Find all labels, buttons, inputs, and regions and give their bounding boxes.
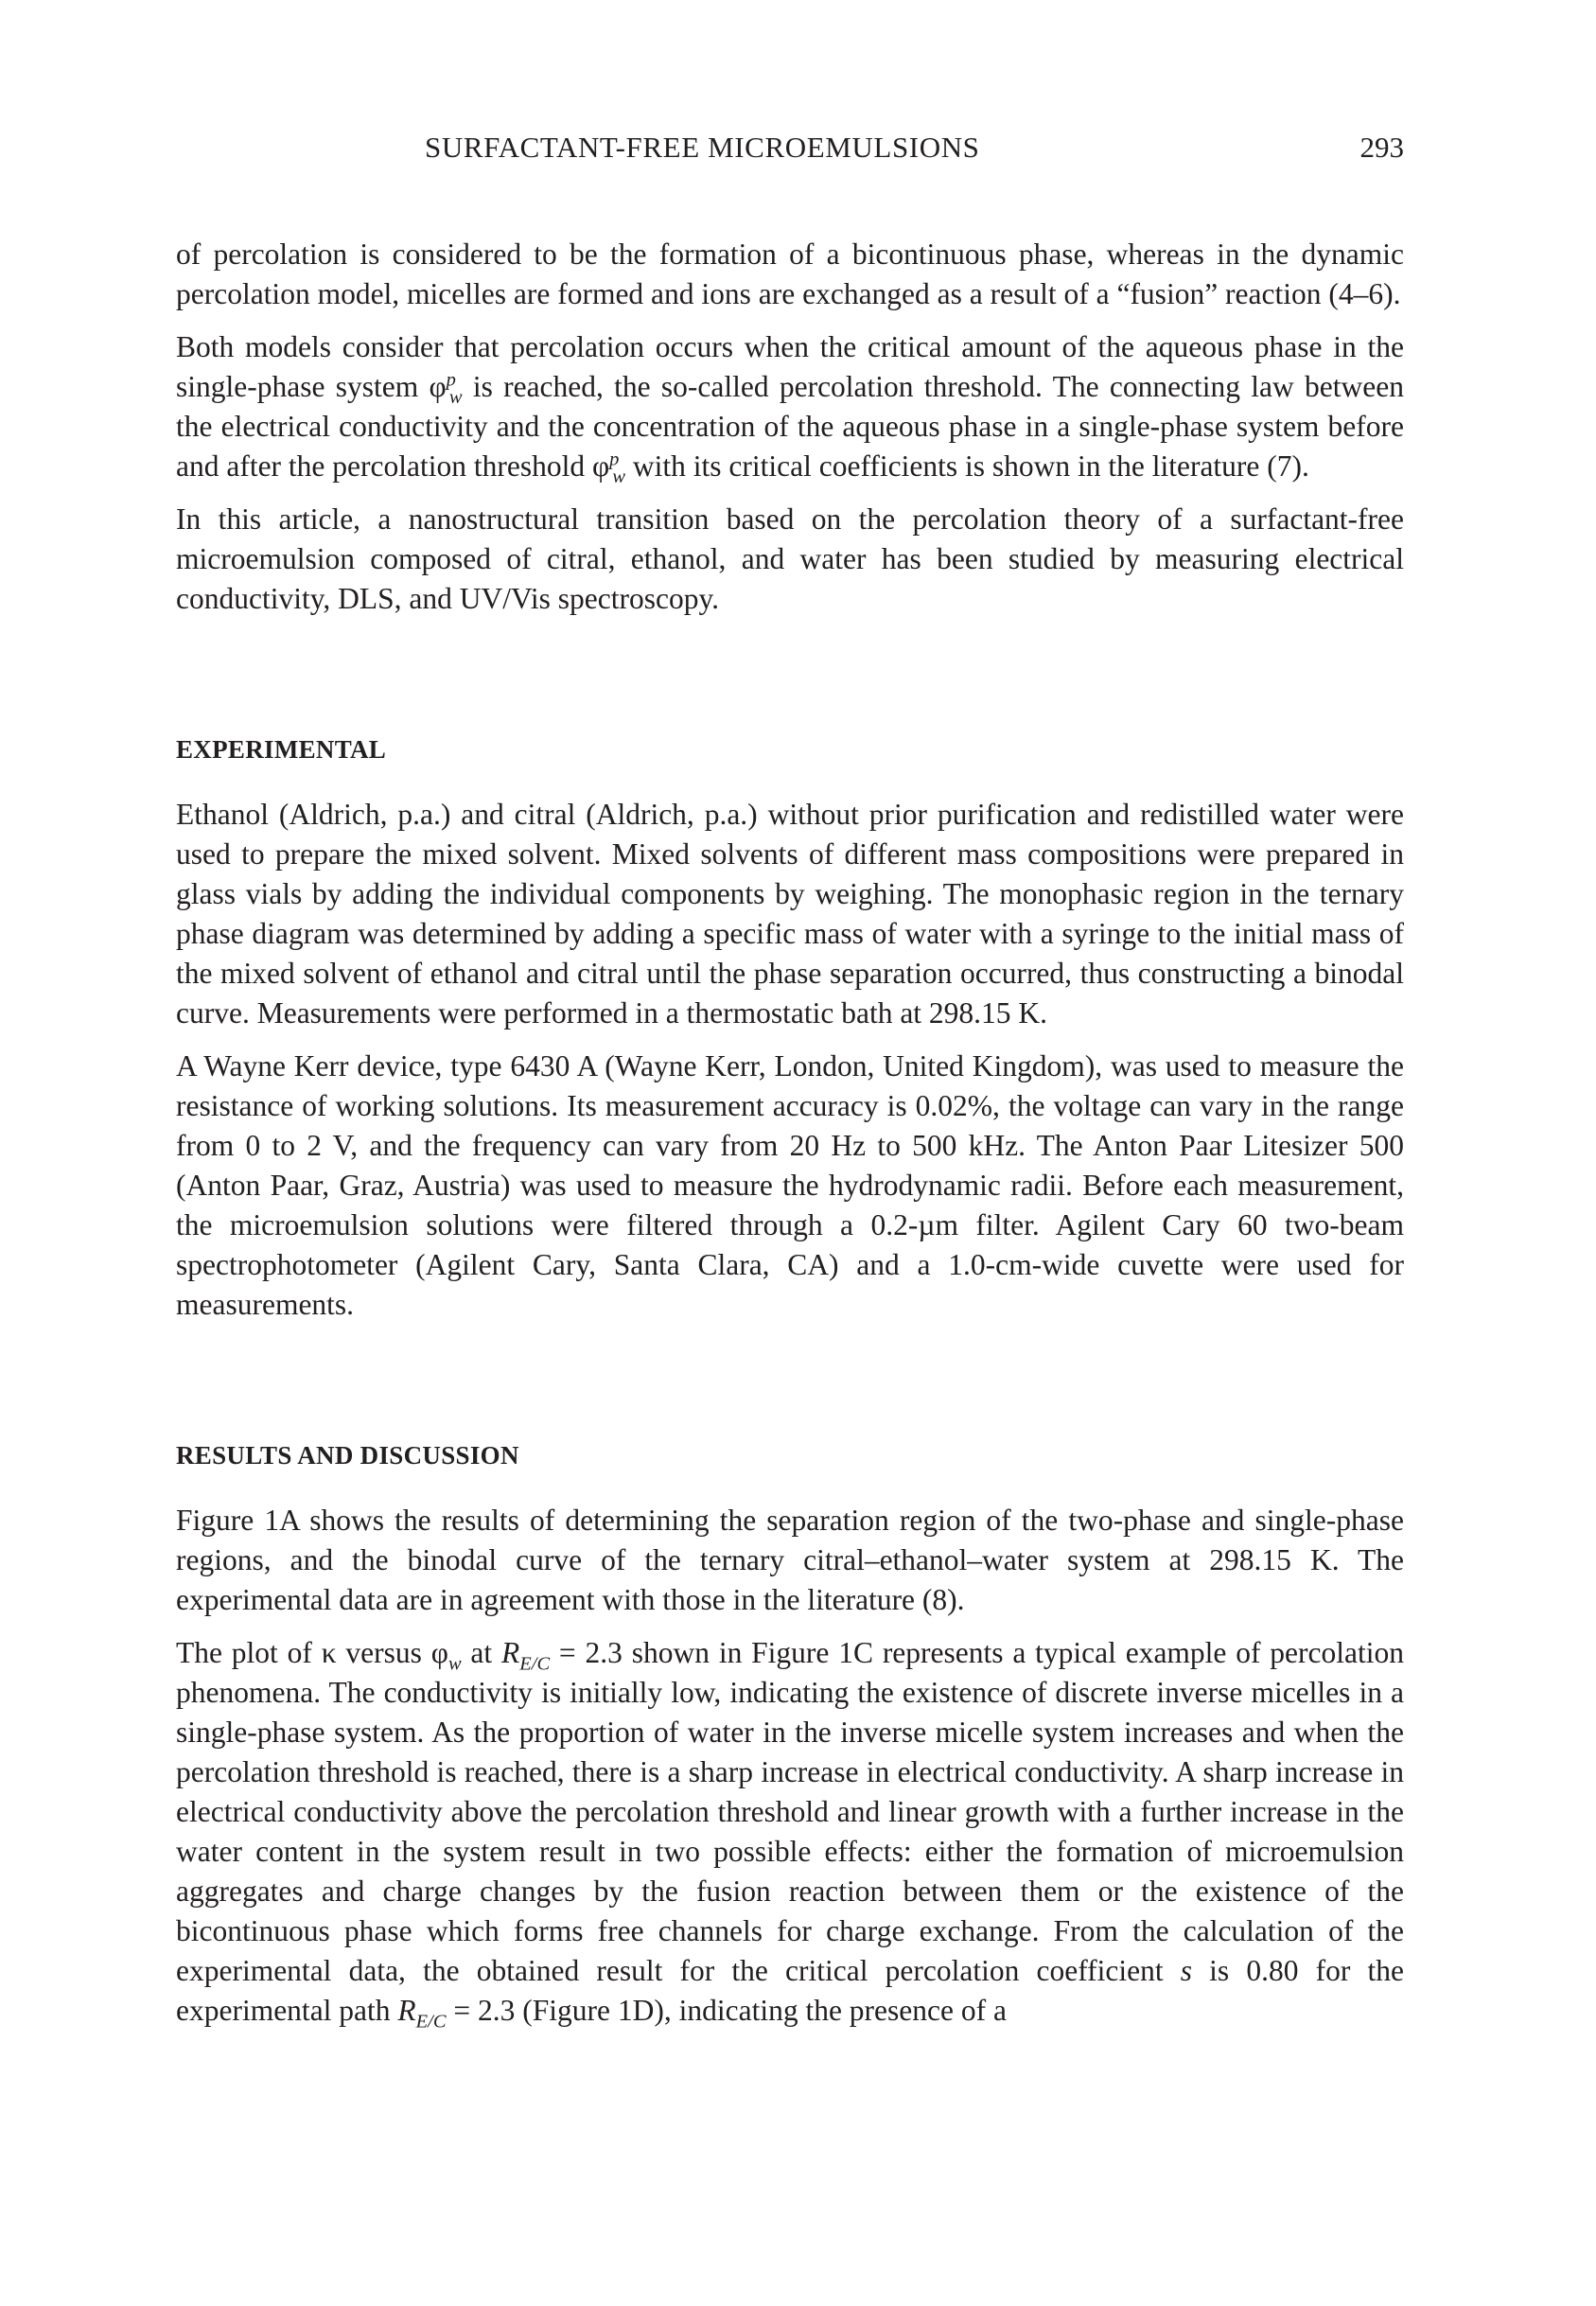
paragraph-1: of percolation is considered to be the formation of a bicontinuous phase, whereas in the dynamic percolation model, micelles are formed and ions are exchanged as a result of a “fusion” reaction (4–6). [176, 238, 1404, 310]
r-ec-symbol: $R_{E/C}$ [397, 1994, 447, 2033]
section-heading-results: RESULTS AND DISCUSSION [176, 1441, 519, 1470]
paragraph-6: Figure 1A shows the results of determining the separation region of the two-phase and single-phase regions, and the binodal curve of the ternary citral–ethanol–water system at 298.15 K. The experimental data are in agreement with those in the literature (8). [176, 1504, 1404, 1616]
page-number: 293 [1359, 131, 1404, 164]
kappa-symbol: κ [321, 1636, 337, 1669]
phi-w-p-symbol: $\varphi^p_w$ [429, 369, 463, 409]
paragraph-5: A Wayne Kerr device, type 6430 A (Wayne Kerr, London, United Kingdom), was used to measure the resistance of working solutions. Its measurement accuracy is 0.02%, the voltage can vary in the range from 0 to 2 V, and the frequency can vary from 20 Hz to 500 kHz. The Anton Paar Litesizer 500 (Anton Paar, Graz, Austria) was used to measure the hydrodynamic radii. Before each measurement, the microemulsion solutions were filtered through a 0.2-µm filter. Agilent Cary 60 two-beam spectrophotometer (Agilent Cary, Santa Clara, CA) and a 1.0-cm-wide cuvette were used for measurements. [176, 1049, 1404, 1321]
phi-w-symbol: $\varphi_w$ [430, 1636, 462, 1675]
section-heading-experimental: EXPERIMENTAL [176, 735, 387, 764]
paragraph-7: The plot of κ versus $\varphi_w$ at $R_{E/C} = 2.3$ shown in Figure 1C represents a typical example of percolation phenomena. The conductivity is initially low, indicating the existence of discrete inverse micelles in a single-phase system. As the proportion of water in the inverse micelle system increases and when the percolation threshold is reached, there is a sharp increase in electrical conductivity. A sharp increase in electrical conductivity above the percolation threshold and linear growth with a further increase in the water content in the system result in two possible effects: either the formation of microemulsion aggregates and charge changes by the fusion reaction between them or the existence of the bicontinuous phase which forms free channels for charge exchange. From the calculation of the experimental data, the obtained result for the critical percolation coefficient s is 0.80 for the experimental path $R_{E/C} = 2.3$ (Figure 1D), indicating the presence of a [176, 1636, 1404, 2033]
running-header [176, 131, 1404, 172]
running-title: SURFACTANT-FREE MICROEMULSIONS [425, 131, 980, 164]
s-symbol: s [1180, 1954, 1192, 1987]
paragraph-4: Ethanol (Aldrich, p.a.) and citral (Aldrich, p.a.) without prior purification and redistilled water were used to prepare the mixed solvent. Mixed solvents of different mass compositions were prepared in glass vials by adding the individual components by weighing. The monophasic region in the ternary phase diagram was determined by adding a specific mass of water with a syringe to the initial mass of the mixed solvent of ethanol and citral until the phase separation occurred, thus constructing a binodal curve. Measurements were performed in a thermostatic bath at 298.15 K. [176, 798, 1404, 1030]
r-ec-symbol: $R_{E/C}$ [501, 1636, 551, 1675]
phi-w-p-symbol: $\varphi^p_w$ [591, 449, 626, 488]
paragraph-3: In this article, a nanostructural transition based on the percolation theory of a surfactant-free microemulsion composed of citral, ethanol, and water has been studied by measuring electrical conductivity, DLS, and UV/Vis spectroscopy. [176, 502, 1404, 615]
article-body [176, 235, 1404, 2044]
paragraph-2: Both models consider that percolation occurs when the critical amount of the aqueous phase in the single-phase system $\varphi^p_w$ is reached, the so-called percolation threshold. The connecting law between the electrical conductivity and the concentration of the aqueous phase in a single-phase system before and after the percolation threshold $\varphi^p_w$ with its critical coefficients is shown in the literature (7). [176, 330, 1404, 488]
